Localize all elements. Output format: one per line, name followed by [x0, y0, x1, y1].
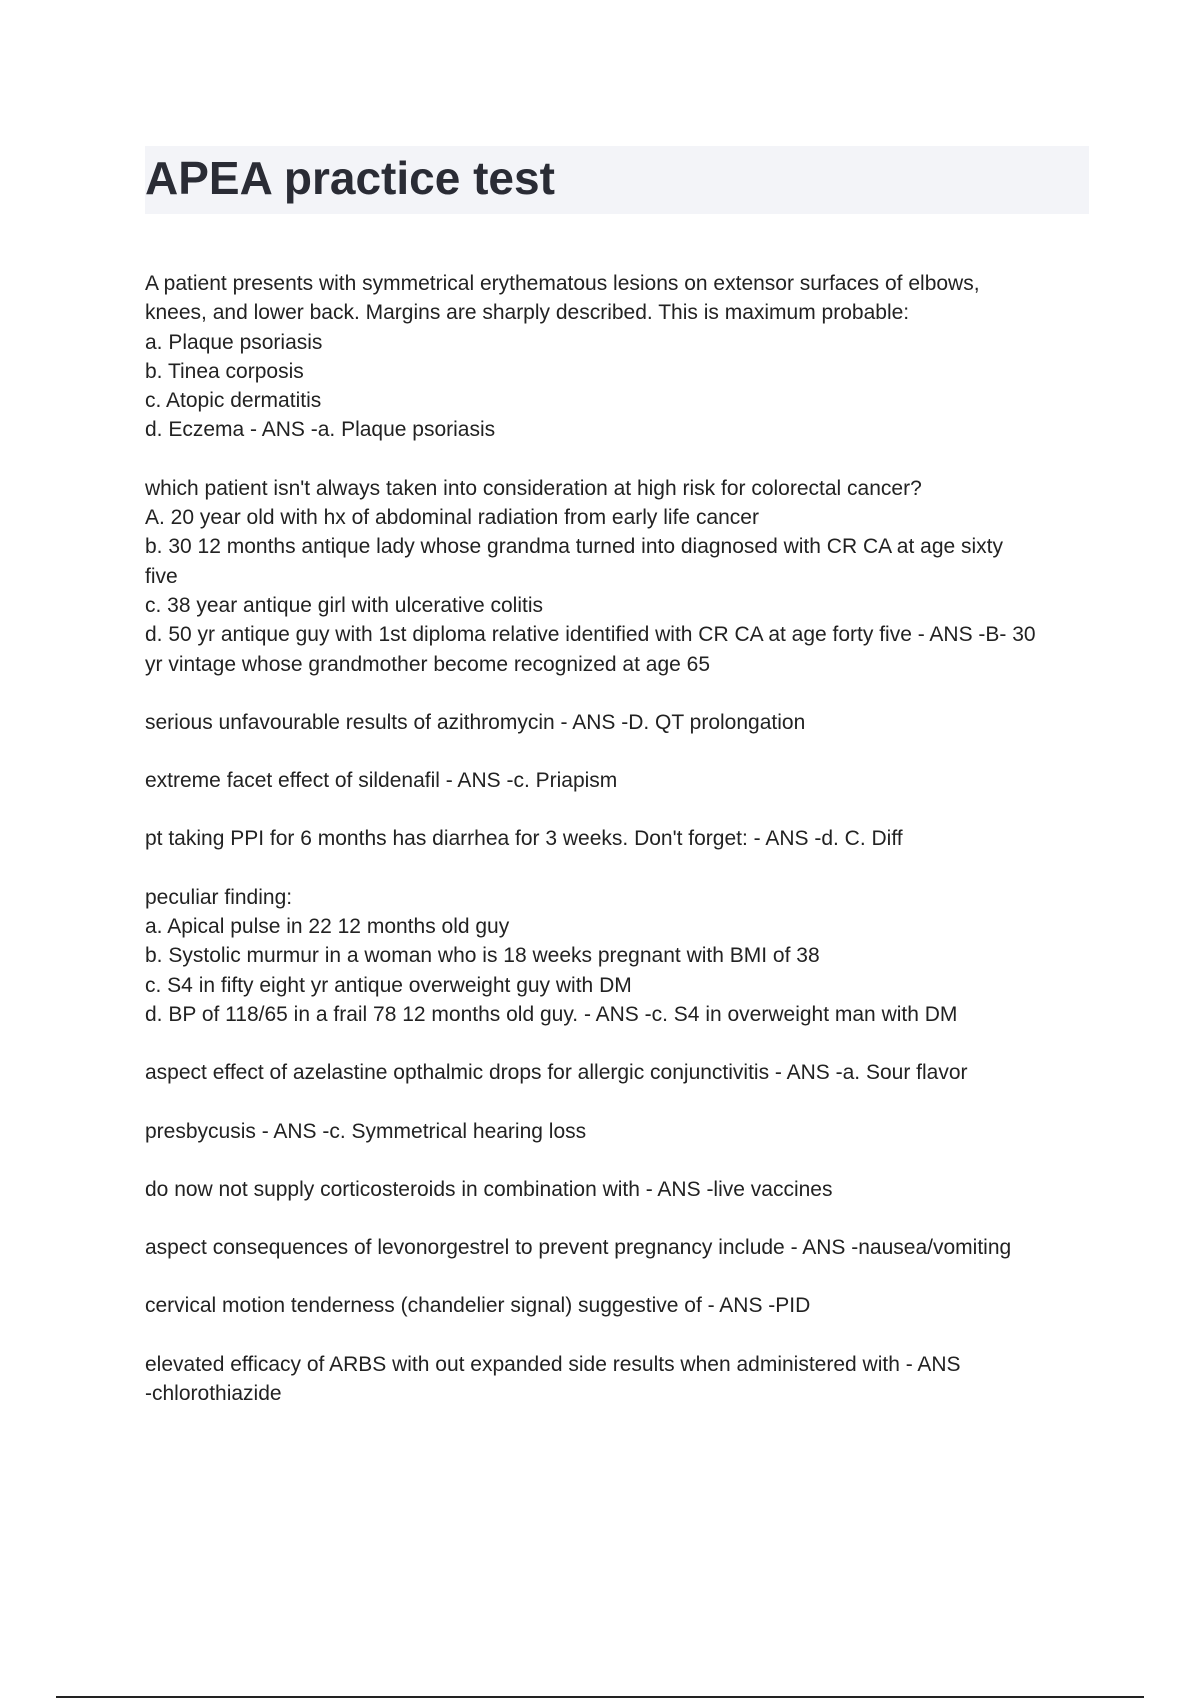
question-8 — [145, 1117, 1095, 1146]
answer-option: c. Atopic dermatitis — [145, 389, 322, 413]
question-text: peculiar finding: — [145, 885, 293, 909]
question-6 — [145, 883, 1095, 1029]
answer-option: b. Tinea corposis — [145, 359, 304, 383]
answer-option: A. 20 year old with hx of abdominal radiation from early life cancer — [145, 506, 759, 530]
question-11 — [145, 1291, 1095, 1320]
question-text: pt taking PPI for 6 months has diarrhea for 3 weeks. Don't forget: - ANS -d. C. Diff — [145, 827, 903, 851]
question-text: knees, and lower back. Margins are sharply described. This is maximum probable: — [145, 301, 910, 325]
answer-option: yr vintage whose grandmother become recognized at age 65 — [145, 652, 711, 676]
question-4 — [145, 766, 1095, 795]
question-text: cervical motion tenderness (chandelier signal) suggestive of - ANS -PID — [145, 1294, 811, 1318]
question-list — [145, 269, 1095, 1437]
question-5 — [145, 824, 1095, 853]
answer-option: d. 50 yr antique guy with 1st diploma relative identified with CR CA at age forty five - ANS -B- 30 — [145, 623, 1036, 647]
answer-option: c. 38 year antique girl with ulcerative colitis — [145, 593, 544, 617]
question-text: aspect effect of azelastine opthalmic drops for allergic conjunctivitis - ANS -a. Sour flavor — [145, 1061, 968, 1085]
question-text: presbycusis - ANS -c. Symmetrical hearing loss — [145, 1119, 587, 1143]
question-text: aspect consequences of levonorgestrel to prevent pregnancy include - ANS -nausea/vomiting — [145, 1236, 1012, 1260]
answer-option: c. S4 in fifty eight yr antique overweight guy with DM — [145, 973, 632, 997]
question-2 — [145, 474, 1095, 679]
question-9 — [145, 1175, 1095, 1204]
answer-option: b. Systolic murmur in a woman who is 18 weeks pregnant with BMI of 38 — [145, 944, 820, 968]
question-text: do now not supply corticosteroids in combination with - ANS -live vaccines — [145, 1177, 833, 1201]
question-7 — [145, 1058, 1095, 1087]
question-text: A patient presents with symmetrical erythematous lesions on extensor surfaces of elbows, — [145, 272, 980, 295]
footer-divider — [56, 1696, 1144, 1698]
question-10 — [145, 1233, 1095, 1262]
question-text: elevated efficacy of ARBS with out expanded side results when administered with - ANS — [145, 1352, 961, 1376]
answer-option: d. Eczema - ANS -a. Plaque psoriasis — [145, 418, 496, 442]
answer-option: five — [145, 564, 178, 588]
question-text: serious unfavourable results of azithromycin - ANS -D. QT prolongation — [145, 710, 806, 734]
question-1 — [145, 269, 1095, 445]
question-12 — [145, 1350, 1095, 1409]
answer-option: a. Plaque psoriasis — [145, 330, 323, 354]
question-3 — [145, 708, 1095, 737]
title-bar — [145, 146, 1089, 214]
page-title: APEA practice test — [145, 152, 555, 204]
answer-option: d. BP of 118/65 in a frail 78 12 months old guy. - ANS -c. S4 in overweight man with DM — [145, 1002, 958, 1026]
question-text: extreme facet effect of sildenafil - ANS -c. Priapism — [145, 769, 618, 793]
question-text: which patient isn't always taken into consideration at high risk for colorectal cancer? — [145, 476, 922, 500]
answer-option: b. 30 12 months antique lady whose grandma turned into diagnosed with CR CA at age sixty — [145, 535, 1004, 559]
question-text: -chlorothiazide — [145, 1382, 282, 1406]
answer-option: a. Apical pulse in 22 12 months old guy — [145, 915, 510, 939]
